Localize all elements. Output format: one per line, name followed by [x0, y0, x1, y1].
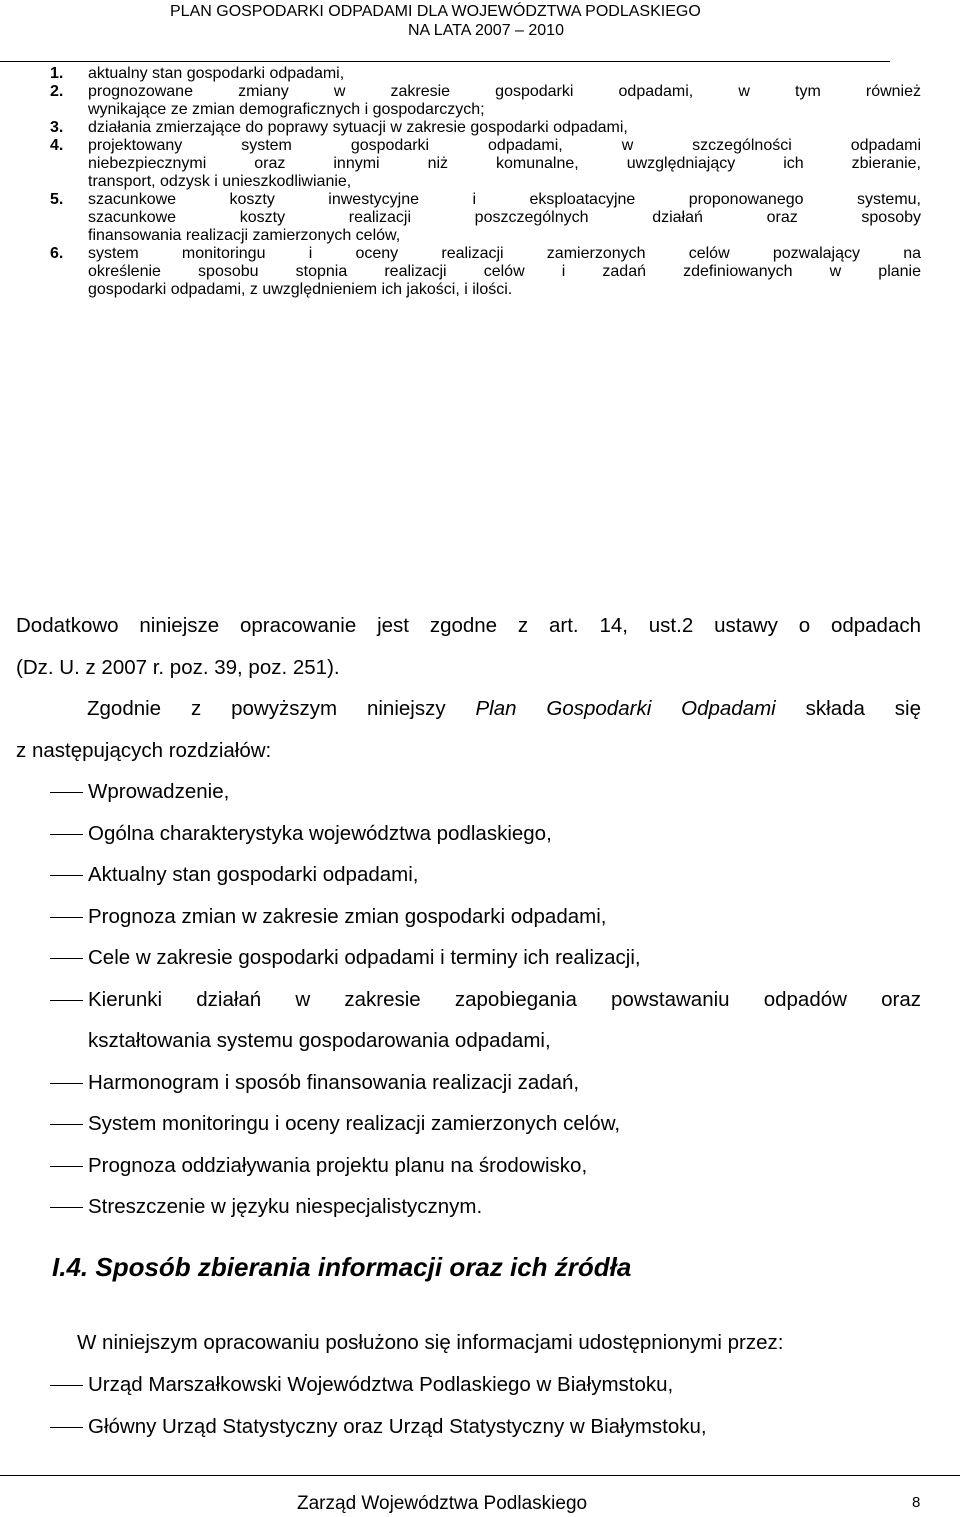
list-item [0, 979, 921, 1062]
list-item [0, 771, 921, 813]
page-number: 8 [912, 1494, 921, 1511]
list-item-text: projektowany system gospodarki odpadami, w szczególności odpadami [88, 137, 921, 154]
list-item [0, 137, 921, 191]
list-number: 5. [50, 191, 64, 208]
list-number: 2. [50, 83, 64, 100]
document-title-italic: Plan Gospodarki Odpadami [475, 697, 776, 720]
list-number: 4. [50, 137, 64, 154]
dash-bullet [50, 834, 83, 835]
dash-bullet [50, 1000, 83, 1001]
list-item [0, 813, 921, 855]
list-item-text: szacunkowe koszty inwestycyjne i eksploatacyjne proponowanego systemu, [88, 191, 921, 208]
numbered-list [0, 65, 960, 299]
dash-bullet [50, 917, 83, 918]
dash-bullet [50, 1385, 83, 1386]
list-item [0, 1103, 921, 1145]
dash-bullet [50, 1207, 83, 1208]
list-item [0, 1406, 921, 1448]
page-header [0, 0, 960, 60]
header-subtitle: NA LATA 2007 – 2010 [408, 22, 564, 39]
list-item-text: Prognoza oddziaływania projektu planu na środowisko, [88, 1153, 588, 1177]
list-number: 3. [50, 119, 64, 136]
dash-bullet [50, 1427, 83, 1428]
dash-bullet [50, 958, 83, 959]
paragraph-line: Dodatkowo niniejsze opracowanie jest zgodne z art. 14, ust.2 ustawy o odpadach [16, 614, 921, 637]
list-item-text: Cele w zakresie gospodarki odpadami i terminy ich realizacji, [88, 946, 641, 969]
footer-divider [0, 1475, 960, 1476]
list-item [0, 1062, 921, 1104]
list-item-text: System monitoringu i oceny realizacji zamierzonych celów, [88, 1112, 621, 1135]
list-number: 6. [50, 245, 64, 262]
list-item-text: kształtowania systemu gospodarowania odpadami, [88, 1029, 551, 1052]
list-item [0, 1186, 921, 1228]
list-item-text: Główny Urząd Statystyczny oraz Urząd Statystyczny w Białymstoku, [88, 1414, 707, 1438]
list-item-text: Streszczenie w języku niespecjalistycznym. [88, 1195, 483, 1218]
list-item [0, 896, 921, 938]
list-item-text: system monitoringu i oceny realizacji zamierzonych celów pozwalający na [88, 245, 921, 262]
list-item-text: niebezpiecznymi oraz innymi niż komunalne, uwzględniający ich zbieranie, [88, 155, 921, 172]
header-title: PLAN GOSPODARKI ODPADAMI DLA WOJEWÓDZTWA PODLASKIEGO [170, 3, 701, 20]
paragraph-line: (Dz. U. z 2007 r. poz. 39, poz. 251). [16, 655, 340, 679]
list-item-text: gospodarki odpadami, z uwzględnieniem ich jakości, i ilości. [88, 281, 513, 298]
list-item-text: finansowania realizacji zamierzonych celów, [88, 227, 401, 244]
list-item-text: aktualny stan gospodarki odpadami, [88, 65, 345, 82]
list-item-text: Harmonogram i sposób finansowania realizacji zadań, [88, 1070, 580, 1094]
list-item [0, 854, 921, 896]
list-item [0, 119, 921, 137]
list-item-text: określenie sposobu stopnia realizacji celów i zadań zdefiniowanych w planie [88, 263, 921, 280]
list-item [0, 83, 921, 119]
list-item-text: transport, odzysk i unieszkodliwianie, [88, 173, 352, 190]
chapter-list [0, 771, 960, 1228]
list-item-text: szacunkowe koszty realizacji poszczególnych działań oraz sposoby [88, 209, 921, 226]
list-item [0, 245, 921, 299]
paragraph-text: Zgodnie z powyższym niniejszy [87, 697, 476, 720]
header-divider [0, 61, 890, 62]
dash-bullet [50, 792, 83, 793]
paragraph-chapters-intro [16, 688, 921, 771]
paragraph-sources-intro: W niniejszym opracowaniu posłużono się informacjami udostępnionymi przez: [77, 1331, 784, 1354]
dash-bullet [50, 875, 83, 876]
paragraph-legal-basis [16, 605, 921, 688]
list-item [0, 937, 921, 979]
list-item-text: Ogólna charakterystyka województwa podlaskiego, [88, 821, 552, 845]
list-item-text: wynikające ze zmian demograficznych i gospodarczych; [88, 101, 485, 118]
dash-bullet [50, 1083, 83, 1084]
dash-bullet [50, 1166, 83, 1167]
list-item-text: Aktualny stan gospodarki odpadami, [88, 863, 419, 886]
list-item-text: prognozowane zmiany w zakresie gospodarki odpadami, w tym również [88, 83, 921, 100]
section-heading: I.4. Sposób zbierania informacji oraz ich źródła [52, 1252, 632, 1282]
list-number: 1. [50, 65, 64, 82]
sources-list [0, 1364, 960, 1447]
list-item-text: Kierunki działań w zakresie zapobiegania powstawaniu odpadów oraz [88, 987, 921, 1011]
list-item-text: Urząd Marszałkowski Województwa Podlaskiego w Białymstoku, [88, 1373, 674, 1396]
dash-bullet [50, 1124, 83, 1125]
list-item [0, 65, 921, 83]
list-item [0, 191, 921, 245]
list-item [0, 1364, 921, 1406]
list-item-text: Wprowadzenie, [88, 780, 230, 803]
list-item-text: działania zmierzające do poprawy sytuacji w zakresie gospodarki odpadami, [88, 119, 628, 136]
paragraph-line [16, 688, 921, 730]
list-item [0, 1145, 921, 1187]
list-item-text: Prognoza zmian w zakresie zmian gospodarki odpadami, [88, 904, 607, 928]
paragraph-text: składa się [775, 697, 921, 720]
paragraph-line: z następujących rozdziałów: [16, 738, 272, 762]
footer-text: Zarząd Województwa Podlaskiego [297, 1493, 588, 1514]
